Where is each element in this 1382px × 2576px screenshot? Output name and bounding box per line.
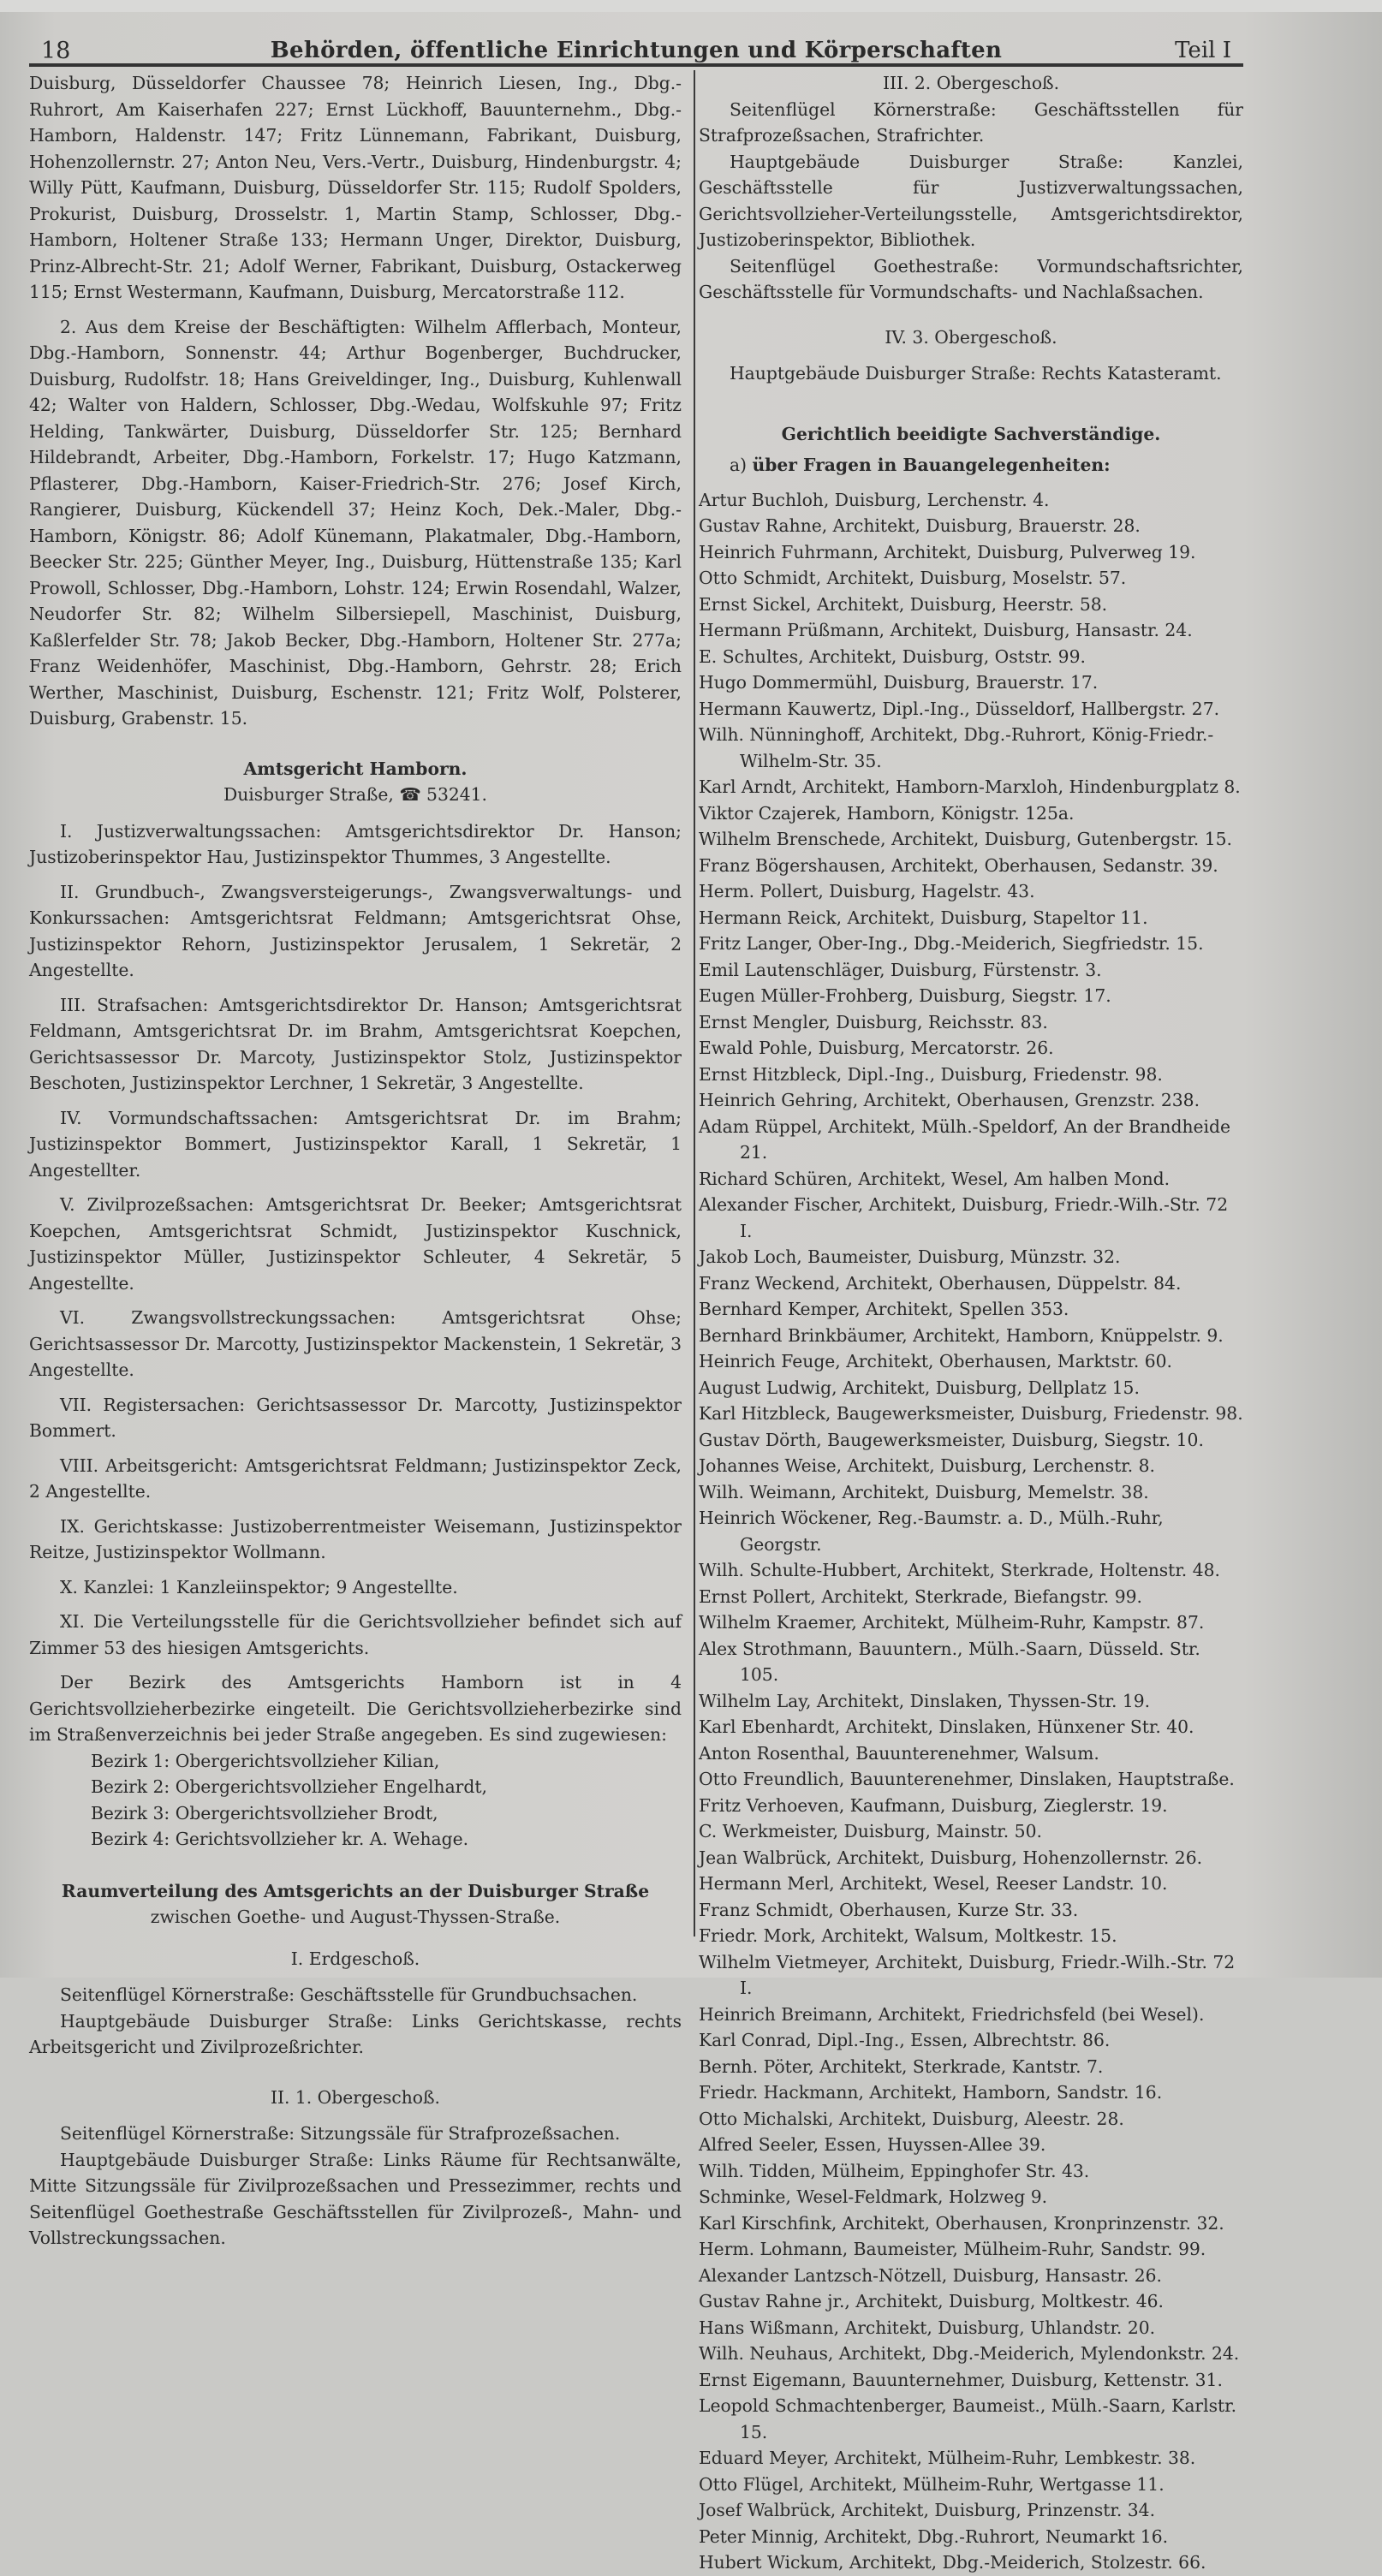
expert-entry: Anton Rosenthal, Bauunterenehmer, Walsum. [699,1742,1099,1764]
floor-3-lines [699,97,1243,306]
expert-entry: Adam Rüppel, Architekt, Mülh.-Speldorf, An der Brandheide 21. [699,1115,1230,1163]
expert-list [699,487,1243,2576]
running-title: Behörden, öffentliche Einrichtungen und Körperschaften [270,38,1003,63]
expert-entry: Alex Strothmann, Bauuntern., Mülh.-Saarn, Düsseld. Str. 105. [699,1638,1200,1685]
expert-entry: Wilh. Nünninghoff, Architekt, Dbg.-Ruhrort, König-Friedr.-Wilhelm-Str. 35. [699,724,1214,771]
experts-title: Gerichtlich beeidigte Sachverständige. [781,423,1161,444]
court-department: VIII. Arbeitsgericht: Amtsgerichtsrat Feldmann; Justizinspektor Zeck, 2 Angestellte. [29,1455,682,1502]
court-department: X. Kanzlei: 1 Kanzleiinspektor; 9 Angestellte. [60,1576,458,1597]
floor-1-lines [29,1982,682,2061]
expert-entry: Wilh. Tidden, Mülheim, Eppinghofer Str. 43. [699,2160,1090,2181]
expert-entry: Heinrich Feuge, Architekt, Oberhausen, Marktstr. 60. [699,1351,1172,1371]
expert-entry: Otto Michalski, Architekt, Duisburg, Aleestr. 28. [699,2108,1124,2129]
expert-entry: Gustav Dörth, Baugewerksmeister, Duisburg, Siegstr. 10. [699,1429,1204,1450]
expert-entry: Wilhelm Vietmeyer, Architekt, Duisburg, Friedr.-Wilh.-Str. 72 I. [699,1951,1236,1998]
floor-2-lines [29,2121,682,2252]
expert-entry: Karl Ebenhardt, Architekt, Dinslaken, Hünxener Str. 40. [699,1716,1194,1737]
expert-entry: Karl Hitzbleck, Baugewerksmeister, Duisburg, Friedenstr. 98. [699,1403,1243,1424]
court-department: III. Strafsachen: Amtsgerichtsdirektor Dr. Hanson; Amtsgerichtsrat Feldmann, Amtsgerichtsrat Dr. im Brahm, Amtsgerichtsrat Koepchen, Gerichtsassessor Dr. Marcoty, Justizinspektor Stolz, Justizinspektor Beschoten, Justizinspektor Lerchner, 1 Sekretär, 3 Angestellte. [29,994,682,1093]
expert-entry: Hugo Dommermühl, Duisburg, Brauerstr. 17. [699,672,1099,693]
expert-entry: Alfred Seeler, Essen, Huyssen-Allee 39. [699,2134,1046,2155]
room-line: Seitenflügel Körnerstraße: Geschäftsstelle für Grundbuchsachen. [60,1984,638,2005]
court-departments [29,818,682,1662]
expert-entry: Hermann Merl, Architekt, Wesel, Reeser Landstr. 10. [699,1873,1168,1894]
floor-4-lines [699,360,1243,387]
expert-entry: Jean Walbrück, Architekt, Duisburg, Hohenzollernstr. 26. [699,1847,1203,1868]
court-title: Amtsgericht Hamborn. [243,758,468,779]
expert-entry: Johannes Weise, Architekt, Duisburg, Lerchenstr. 8. [699,1455,1155,1476]
experts-subheading-prefix: a) [730,455,748,475]
court-department: V. Zivilprozeßsachen: Amtsgerichtsrat Dr. Beeker; Amtsgerichtsrat Koepchen, Amtsgerichtsrat Schmidt, Justizinspektor Kuschnick, Justizinspektor Müller, Justizinspektor Schleuter, 4 Sekretär, 5 Angestellte. [29,1194,682,1294]
expert-entry: Karl Kirschfink, Architekt, Oberhausen, Kronprinzenstr. 32. [699,2212,1224,2234]
room-allocation-title: Raumverteilung des Amtsgerichts an der Duisburger Straße [61,1880,650,1901]
expert-entry: Hermann Prüßmann, Architekt, Duisburg, Hansastr. 24. [699,620,1193,640]
expert-entry: Franz Weckend, Architekt, Oberhausen, Düppelstr. 84. [699,1272,1182,1294]
room-line: Hauptgebäude Duisburger Straße: Links Räume für Rechtsanwälte, Mitte Sitzungssäle für Zivilprozeßsachen und Pressezimmer, rechts und Seitenflügel Goethestraße Geschäftsstellen für Zivilprozeß-, Mahn- und Vollstreckungssachen. [29,2149,682,2248]
expert-entry: Franz Bögershausen, Architekt, Oberhausen, Sedanstr. 39. [699,854,1218,876]
committee-members-paragraph: Duisburg, Düsseldorfer Chaussee 78; Heinrich Liesen, Ing., Dbg.-Ruhrort, Am Kaiserhafen 227; Ernst Lückhoff, Bauunternehm., Dbg.-Hamborn, Haldenstr. 147; Fritz Lünnemann, Fabrikant, Duisburg, Hohenzollernstr. 27; Anton Neu, Vers.-Vertr., Duisburg, Hindenburgstr. 4; Willy Pütt, Kaufmann, Duisburg, Düsseldorfer Str. 115; Rudolf Spolders, Prokurist, Duisburg, Drosselstr. 1, Martin Stamp, Schlosser, Dbg.-Hamborn, Holtener Straße 133; Hermann Unger, Direktor, Duisburg, Prinz-Albrecht-Str. 21; Adolf Werner, Fabrikant, Duisburg, Ostackerweg 115; Ernst Westermann, Kaufmann, Duisburg, Mercatorstraße 112. [29,73,682,302]
expert-entry: Hermann Kauwertz, Dipl.-Ing., Düsseldorf, Hallbergstr. 27. [699,698,1220,719]
expert-entry: Fritz Verhoeven, Kaufmann, Duisburg, Zieglerstr. 19. [699,1794,1168,1816]
experts-subheading-title: über Fragen in Bauangelegenheiten: [752,455,1111,475]
expert-entry: Hubert Wickum, Architekt, Dbg.-Meiderich, Stolzestr. 66. [699,2552,1206,2573]
room-allocation-subtitle: zwischen Goethe- und August-Thyssen-Straße. [150,1907,561,1927]
expert-entry: E. Schultes, Architekt, Duisburg, Oststr. 99. [699,645,1086,667]
expert-entry: Ernst Mengler, Duisburg, Reichsstr. 83. [699,1011,1048,1032]
expert-entry: C. Werkmeister, Duisburg, Mainstr. 50. [699,1821,1042,1841]
expert-entry: Wilhelm Lay, Architekt, Dinslaken, Thyssen-Str. 19. [699,1690,1151,1711]
expert-entry: Friedr. Hackmann, Architekt, Hamborn, Sandstr. 16. [699,2082,1163,2103]
district-entry: Bezirk 4: Gerichtsvollzieher kr. A. Wehage. [91,1829,469,1849]
expert-entry: Bernh. Pöter, Architekt, Sterkrade, Kantstr. 7. [699,2055,1104,2077]
expert-entry: Friedr. Mork, Architekt, Walsum, Moltkestr. 15. [699,1925,1117,1946]
room-line: Seitenflügel Körnerstraße: Geschäftsstellen für Strafprozeßsachen, Strafrichter. [699,98,1243,146]
expert-entry: Alexander Lantzsch-Nötzell, Duisburg, Hansastr. 26. [699,2264,1162,2286]
district-entry: Bezirk 2: Obergerichtsvollzieher Engelhardt, [91,1776,487,1797]
district-entry: Bezirk 1: Obergerichtsvollzieher Kilian, [91,1750,440,1771]
court-department: XI. Die Verteilungsstelle für die Gerichtsvollzieher befindet sich auf Zimmer 53 des hiesigen Amtsgerichts. [29,1611,682,1658]
page-number: 18 [41,38,71,64]
part-label: Teil I [1175,38,1231,63]
expert-entry: Peter Minnig, Architekt, Dbg.-Ruhrort, Neumarkt 16. [699,2525,1169,2547]
expert-entry: Alexander Fischer, Architekt, Duisburg, Friedr.-Wilh.-Str. 72 I. [699,1194,1229,1241]
expert-entry: Heinrich Gehring, Architekt, Oberhausen, Grenzstr. 238. [699,1090,1200,1110]
right-column [699,70,1243,2576]
column-divider [694,70,695,1936]
expert-entry: Ernst Eigemann, Bauunternehmer, Duisburg, Kettenstr. 31. [699,2369,1223,2390]
court-department: II. Grundbuch-, Zwangsversteigerungs-, Zwangsverwaltungs- und Konkurssachen: Amtsgerichtsrat Feldmann; Amtsgerichtsrat Ohse, Justizinspektor Rehorn, Justizinspektor Jerusalem, 1 Sekretär, 2 Angestellte. [29,881,682,980]
expert-entry: Karl Conrad, Dipl.-Ing., Essen, Albrechtstr. 86. [699,2030,1111,2050]
district-entry: Bezirk 3: Obergerichtsvollzieher Brodt, [91,1802,438,1823]
expert-entry: Herm. Lohmann, Baumeister, Mülheim-Ruhr, Sandstr. 99. [699,2239,1206,2259]
expert-entry: Artur Buchloh, Duisburg, Lerchenstr. 4. [699,489,1050,510]
floor-1-title: I. Erdgeschoß. [290,1948,420,1969]
expert-entry: Richard Schüren, Architekt, Wesel, Am halben Mond. [699,1168,1171,1189]
districts-intro: Der Bezirk des Amtsgerichts Hamborn ist in 4 Gerichtsvollzieherbezirke eingeteilt. Die Gerichtsvollzieherbezirke sind im Straßenverzeichnis bei jeder Straße angegeben. Es sind zugewiesen: [29,1672,682,1745]
room-line: Seitenflügel Körnerstraße: Sitzungssäle für Strafprozeßsachen. [60,2123,621,2144]
expert-entry: Schminke, Wesel-Feldmark, Holzweg 9. [699,2186,1048,2207]
district-list [29,1748,682,1853]
expert-entry: Gustav Rahne, Architekt, Duisburg, Brauerstr. 28. [699,515,1141,536]
expert-entry: Karl Arndt, Architekt, Hamborn-Marxloh, Hindenburgplatz 8. [699,776,1241,797]
expert-entry: Wilh. Schulte-Hubbert, Architekt, Sterkrade, Holtenstr. 48. [699,1560,1220,1580]
expert-entry: Heinrich Breimann, Architekt, Friedrichsfeld (bei Wesel). [699,2003,1205,2025]
room-line: Hauptgebäude Duisburger Straße: Links Gerichtskasse, rechts Arbeitsgericht und Zivilprozeßrichter. [29,2010,682,2057]
room-line: Seitenflügel Goethestraße: Vormundschaftsrichter, Geschäftsstelle für Vormundschafts- und Nachlaßsachen. [699,255,1243,302]
floor-3-title: III. 2. Obergeschoß. [882,73,1060,93]
expert-entry: Wilh. Weimann, Architekt, Duisburg, Memelstr. 38. [699,1481,1149,1502]
left-column [29,70,682,2252]
expert-entry: Herm. Pollert, Duisburg, Hagelstr. 43. [699,881,1035,901]
expert-entry: Josef Walbrück, Architekt, Duisburg, Prinzenstr. 34. [699,2500,1156,2520]
court-department: IX. Gerichtskasse: Justizoberrentmeister Weisemann, Justizinspektor Reitze, Justizinspektor Wollmann. [29,1515,682,1562]
scan-edge [0,0,1382,12]
expert-entry: Ewald Pohle, Duisburg, Mercatorstr. 26. [699,1038,1054,1058]
expert-entry: Hermann Reick, Architekt, Duisburg, Stapeltor 11. [699,907,1148,928]
expert-entry: August Ludwig, Architekt, Duisburg, Dellplatz 15. [699,1377,1140,1398]
expert-entry: Wilhelm Kraemer, Architekt, Mülheim-Ruhr, Kampstr. 87. [699,1612,1205,1633]
expert-entry: Otto Flügel, Architekt, Mülheim-Ruhr, Wertgasse 11. [699,2473,1165,2495]
expert-entry: Otto Freundlich, Bauunterenehmer, Dinslaken, Hauptstraße. [699,1769,1235,1789]
expert-entry: Leopold Schmachtenberger, Baumeist., Mülh.-Saarn, Karlstr. 15. [699,2395,1237,2442]
room-line: Hauptgebäude Duisburger Straße: Kanzlei, Geschäftsstelle für Justizverwaltungssachen, Gerichtsvollzieher-Verteilungsstelle, Amtsgerichtsdirektor, Justizoberinspektor, Bibliothek. [699,151,1243,250]
expert-entry: Emil Lautenschläger, Duisburg, Fürstenstr. 3. [699,959,1102,980]
employees-paragraph: 2. Aus dem Kreise der Beschäftigten: Wilhelm Afflerbach, Monteur, Dbg.-Hamborn, Sonnenstr. 44; Arthur Bogenberger, Buchdrucker, Duisburg, Rudolfstr. 18; Hans Greiveldinger, Ing., Duisburg, Kuhlenwall 42; Walter von Haldern, Schlosser, Dbg.-Wedau, Wolfskuhle 97; Fritz Helding, Tankwärter, Duisburg, Düsseldorfer Str. 125; Bernhard Hildebrandt, Arbeiter, Dbg.-Hamborn, Forkelstr. 17; Hugo Katzmann, Pflasterer, Dbg.-Hamborn, Kaiser-Friedrich-Str. 276; Josef Kirch, Rangierer, Duisburg, Kückendell 37; Heinz Koch, Dek.-Maler, Dbg.-Hamborn, Königstr. 86; Adolf Künemann, Plakatmaler, Dbg.-Hamborn, Beecker Str. 225; Günther Meyer, Ing., Duisburg, Hüttenstraße 135; Karl Prowoll, Schlosser, Dbg.-Hamborn, Lohstr. 124; Erwin Rosendahl, Walzer, Neudorfer Str. 82; Wilhelm Silbersiepell, Maschinist, Duisburg, Kaßlerfelder Str. 78; Jakob Becker, Dbg.-Hamborn, Holtener Str. 277a; Franz Weidenhöfer, Maschinist, Dbg.-Hamborn, Gehrstr. 28; Erich Werther, Maschinist, Duisburg, Eschenstr. 121; Fritz Wolf, Polsterer, Duisburg, Grabenstr. 15. [29,316,682,729]
court-department: VII. Registersachen: Gerichtsassessor Dr. Marcotty, Justizinspektor Bommert. [29,1394,682,1441]
expert-entry: Eugen Müller-Frohberg, Duisburg, Siegstr. 17. [699,985,1111,1006]
expert-entry: Viktor Czajerek, Hamborn, Königstr. 125a. [699,802,1075,824]
expert-entry: Hans Wißmann, Architekt, Duisburg, Uhlandstr. 20. [699,2317,1156,2338]
expert-entry: Heinrich Fuhrmann, Architekt, Duisburg, Pulverweg 19. [699,541,1196,562]
court-address: Duisburger Straße, ☎ 53241. [223,784,488,805]
expert-entry: Wilhelm Brenschede, Architekt, Duisburg, Gutenbergstr. 15. [699,829,1232,849]
expert-entry: Wilh. Neuhaus, Architekt, Dbg.-Meiderich, Mylendonkstr. 24. [699,2343,1240,2364]
court-department: VI. Zwangsvollstreckungssachen: Amtsgerichtsrat Ohse; Gerichtsassessor Dr. Marcotty, Justizinspektor Mackenstein, 1 Sekretär, 3 Angestellte. [29,1307,682,1380]
expert-entry: Bernhard Brinkbäumer, Architekt, Hamborn, Knüppelstr. 9. [699,1324,1224,1346]
expert-entry: Ernst Pollert, Architekt, Sterkrade, Biefangstr. 99. [699,1585,1142,1607]
court-department: IV. Vormundschaftssachen: Amtsgerichtsrat Dr. im Brahm; Justizinspektor Bommert, Justizinspektor Karall, 1 Sekretär, 1 Angestellter. [29,1107,682,1181]
expert-entry: Bernhard Kemper, Architekt, Spellen 353. [699,1299,1069,1319]
page-header [29,36,1243,67]
expert-entry: Jakob Loch, Baumeister, Duisburg, Münzstr. 32. [699,1246,1121,1267]
expert-entry: Ernst Sickel, Architekt, Duisburg, Heerstr. 58. [699,593,1108,615]
expert-entry: Heinrich Wöckener, Reg.-Baumstr. a. D., Mülh.-Ruhr, Georgstr. [699,1508,1164,1555]
expert-entry: Ernst Hitzbleck, Dipl.-Ing., Duisburg, Friedenstr. 98. [699,1063,1163,1085]
experts-subheading [730,452,1243,479]
room-line: Hauptgebäude Duisburger Straße: Rechts Katasteramt. [730,363,1222,384]
floor-4-title: IV. 3. Obergeschoß. [885,326,1057,348]
expert-entry: Franz Schmidt, Oberhausen, Kurze Str. 33. [699,1899,1079,1920]
expert-entry: Fritz Langer, Ober-Ing., Dbg.-Meiderich, Siegfriedstr. 15. [699,933,1204,954]
floor-2-title: II. 1. Obergeschoß. [270,2086,441,2108]
expert-entry: Gustav Rahne jr., Architekt, Duisburg, Moltkestr. 46. [699,2291,1164,2311]
court-department: I. Justizverwaltungssachen: Amtsgerichtsdirektor Dr. Hanson; Justizoberinspektor Hau, Justizinspektor Thummes, 3 Angestellte. [29,820,682,867]
expert-entry: Otto Schmidt, Architekt, Duisburg, Moselstr. 57. [699,568,1127,588]
expert-entry: Eduard Meyer, Architekt, Mülheim-Ruhr, Lembkestr. 38. [699,2448,1196,2468]
